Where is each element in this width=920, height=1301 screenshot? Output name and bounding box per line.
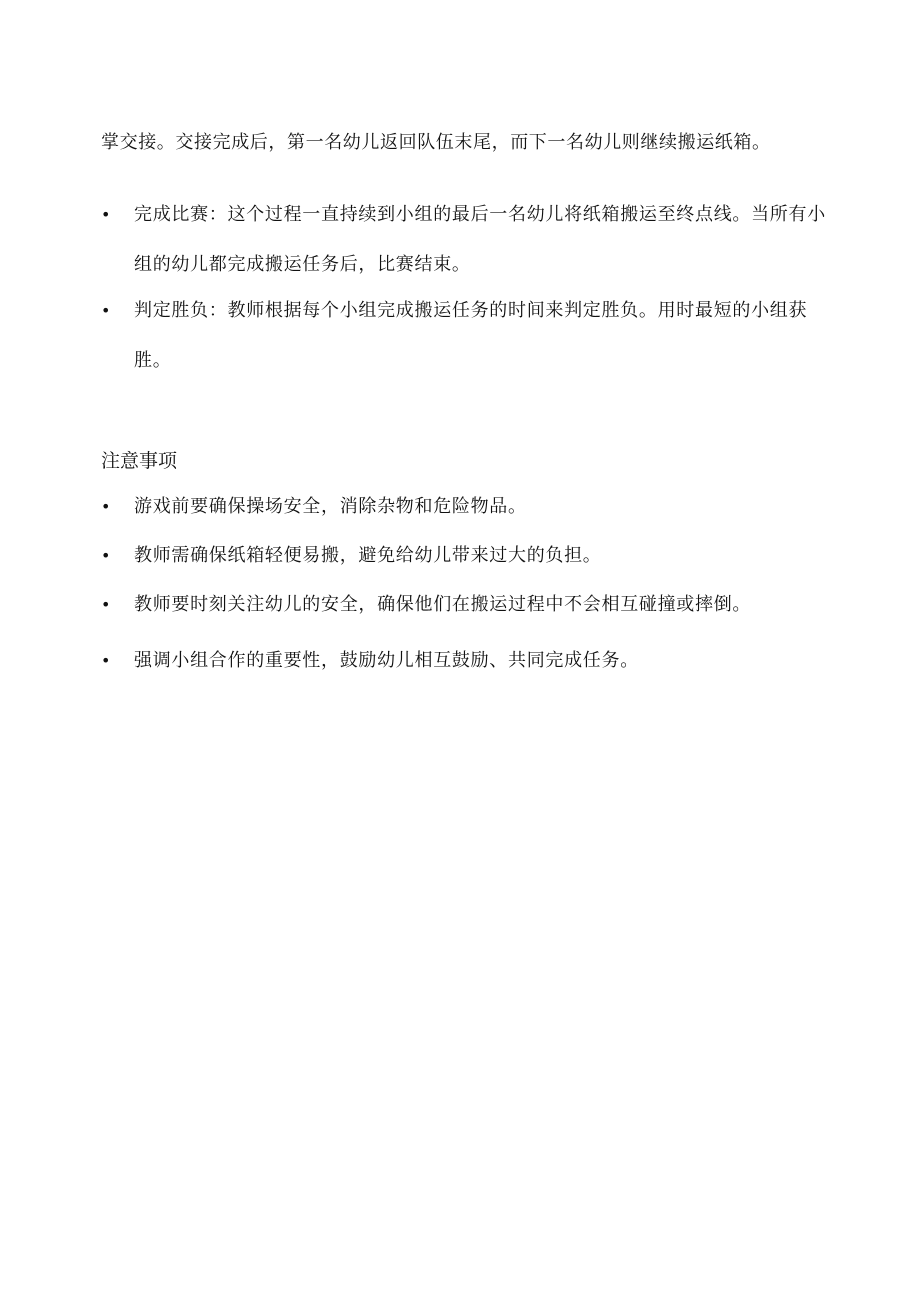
list-item-text: 游戏前要确保操场安全，消除杂物和危险物品。 xyxy=(134,496,527,517)
list-item-text: 强调小组合作的重要性，鼓励幼儿相互鼓励、共同完成任务。 xyxy=(134,650,639,671)
continuation-paragraph: 掌交接。交接完成后，第一名幼儿返回队伍末尾，而下一名幼儿则继续搬运纸箱。 xyxy=(101,132,771,153)
list-item-text: 判定胜负：教师根据每个小组完成搬运任务的时间来判定胜负。用时最短的小组获胜。 xyxy=(134,300,808,371)
section-heading: 注意事项 xyxy=(101,450,178,472)
bullet-marker: • xyxy=(101,301,111,320)
bullet-marker: • xyxy=(101,595,111,614)
bullet-marker: • xyxy=(101,546,111,565)
list-item-text: 完成比赛：这个过程一直持续到小组的最后一名幼儿将纸箱搬运至终点线。当所有小组的幼儿都完成搬运任务后，比赛结束。 xyxy=(134,204,826,275)
bullet-marker: • xyxy=(101,497,111,516)
list-item-text: 教师需确保纸箱轻便易搬，避免给幼儿带来过大的负担。 xyxy=(134,545,602,566)
bullet-marker: • xyxy=(101,205,111,224)
bullet-marker: • xyxy=(101,651,111,670)
list-item-text: 教师要时刻关注幼儿的安全，确保他们在搬运过程中不会相互碰撞或摔倒。 xyxy=(134,594,752,615)
